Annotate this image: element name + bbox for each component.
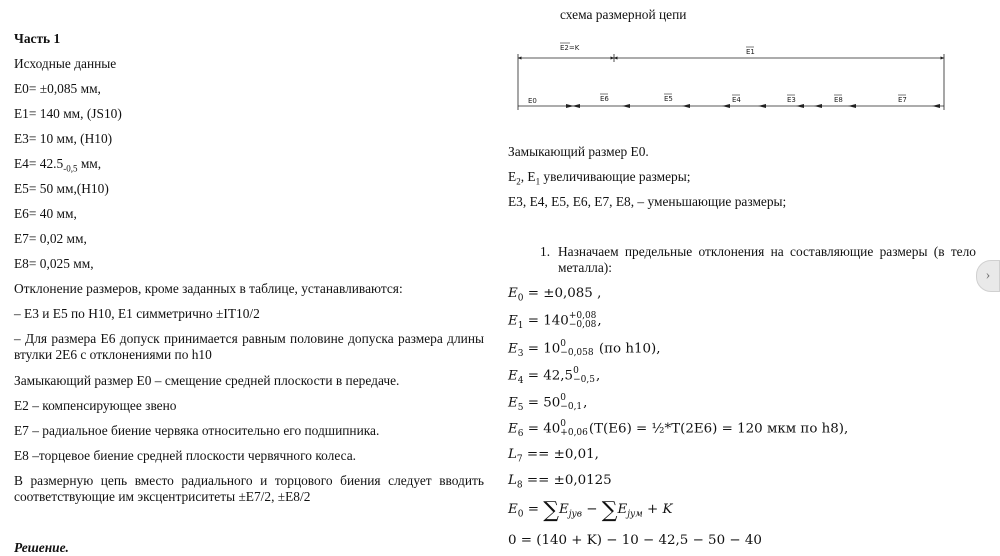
e4-value: $E4= 42.5_{-0,5}$ мм, [14,156,102,174]
label-e1: E1 [746,48,755,56]
formula-e5: $E_5 = 50$ 0 −0,1 , [508,393,588,414]
next-page-button[interactable] [976,260,1000,292]
formula-last: 0 = (140 + K) − 10 − 42,5 − 50 − 40 [508,533,762,548]
label-e2k: E2=K [560,44,580,52]
e3-value: E3= 10 мм, (H10) [14,131,113,146]
label-e6: E6 [600,95,609,103]
step1-number: 1. [540,244,551,259]
scheme-title: схема размерной цепи [560,7,687,22]
e8-definition: E8 –торцевое биение средней плоскости червячного колеса. [14,448,357,463]
e7-definition: E7 – радиальное биение червяка относительно его подшипника. [14,423,380,438]
part-title: Часть 1 [14,31,61,46]
closing-definition: Замыкающий размер E0 – смещение средней плоскости в передаче. [14,373,400,388]
formula-sum: $E_0 = \sum E_{jув} - \sum E_{jум} + K$ [508,498,673,523]
e8-value: E8= 0,025 мм, [14,256,94,271]
label-e4: E4 [732,96,741,104]
step1-text: Назначаем предельные отклонения на составляющие размеры (в тело металла): [558,244,976,275]
initial-data-heading: Исходные данные [14,56,117,71]
e0-value: E0= ±0,085 мм, [14,81,101,96]
label-e5: E5 [664,95,673,103]
e5-value: E5= 50 мм,(H10) [14,181,109,196]
label-e7: E7 [898,96,907,104]
e6-value: E6= 40 мм, [14,206,77,221]
formula-e3: $E_3 = 10$ 0 −0,058 (по h10), [508,339,661,360]
e1-value: E1= 140 мм, (JS10) [14,106,122,121]
formula-e6: $E_6 = 40$ 0 +0,06 (T(E6) = ½*T(2E6) = 120 мкм по h8), [508,419,849,440]
solution-heading: Решение. [14,540,69,555]
deviation-rule-1: – E3 и E5 по H10, E1 симметрично ±IT10/2 [14,306,260,321]
label-e0: E0 [528,97,537,105]
e7-value: E7= 0,02 мм, [14,231,87,246]
decreasing-sizes: E3, E4, E5, E6, E7, E8, – уменьшающие размеры; [508,194,787,209]
eccentricity-note: В размерную цепь вместо радиального и торцового биения следует вводить соответствующие им эксцентриситеты ±E7/2, ±E8/2 [14,473,484,504]
deviation-intro: Отклонение размеров, кроме заданных в таблице, устанавливаются: [14,281,403,296]
formula-l7: $L_7 == \pm 0,01$, [508,447,599,465]
dimension-chain-diagram [514,40,950,112]
formula-e1: $E_1 = 140$ +0,08 −0,08 , [508,311,602,332]
closing-size: Замыкающий размер E0. [508,144,649,159]
formula-e0: $E_0 = \pm 0,085$ , [508,286,602,304]
deviation-rule-2: – Для размера E6 допуск принимается равным половине допуска размера длины втулки 2E6 с отклонениями по h10 [14,331,484,362]
formula-e4: $E_4 = 42,5$ 0 −0,5 , [508,366,601,387]
label-e3: E3 [787,96,796,104]
chevron-right-icon: › [985,268,991,283]
formula-l8: $L_8 == \pm 0,0125$ [508,473,612,491]
e2-definition: E2 – компенсирующее звено [14,398,177,413]
label-e8: E8 [834,96,843,104]
increasing-sizes: $E_2$, $E_1$ увеличивающие размеры; [508,169,691,187]
